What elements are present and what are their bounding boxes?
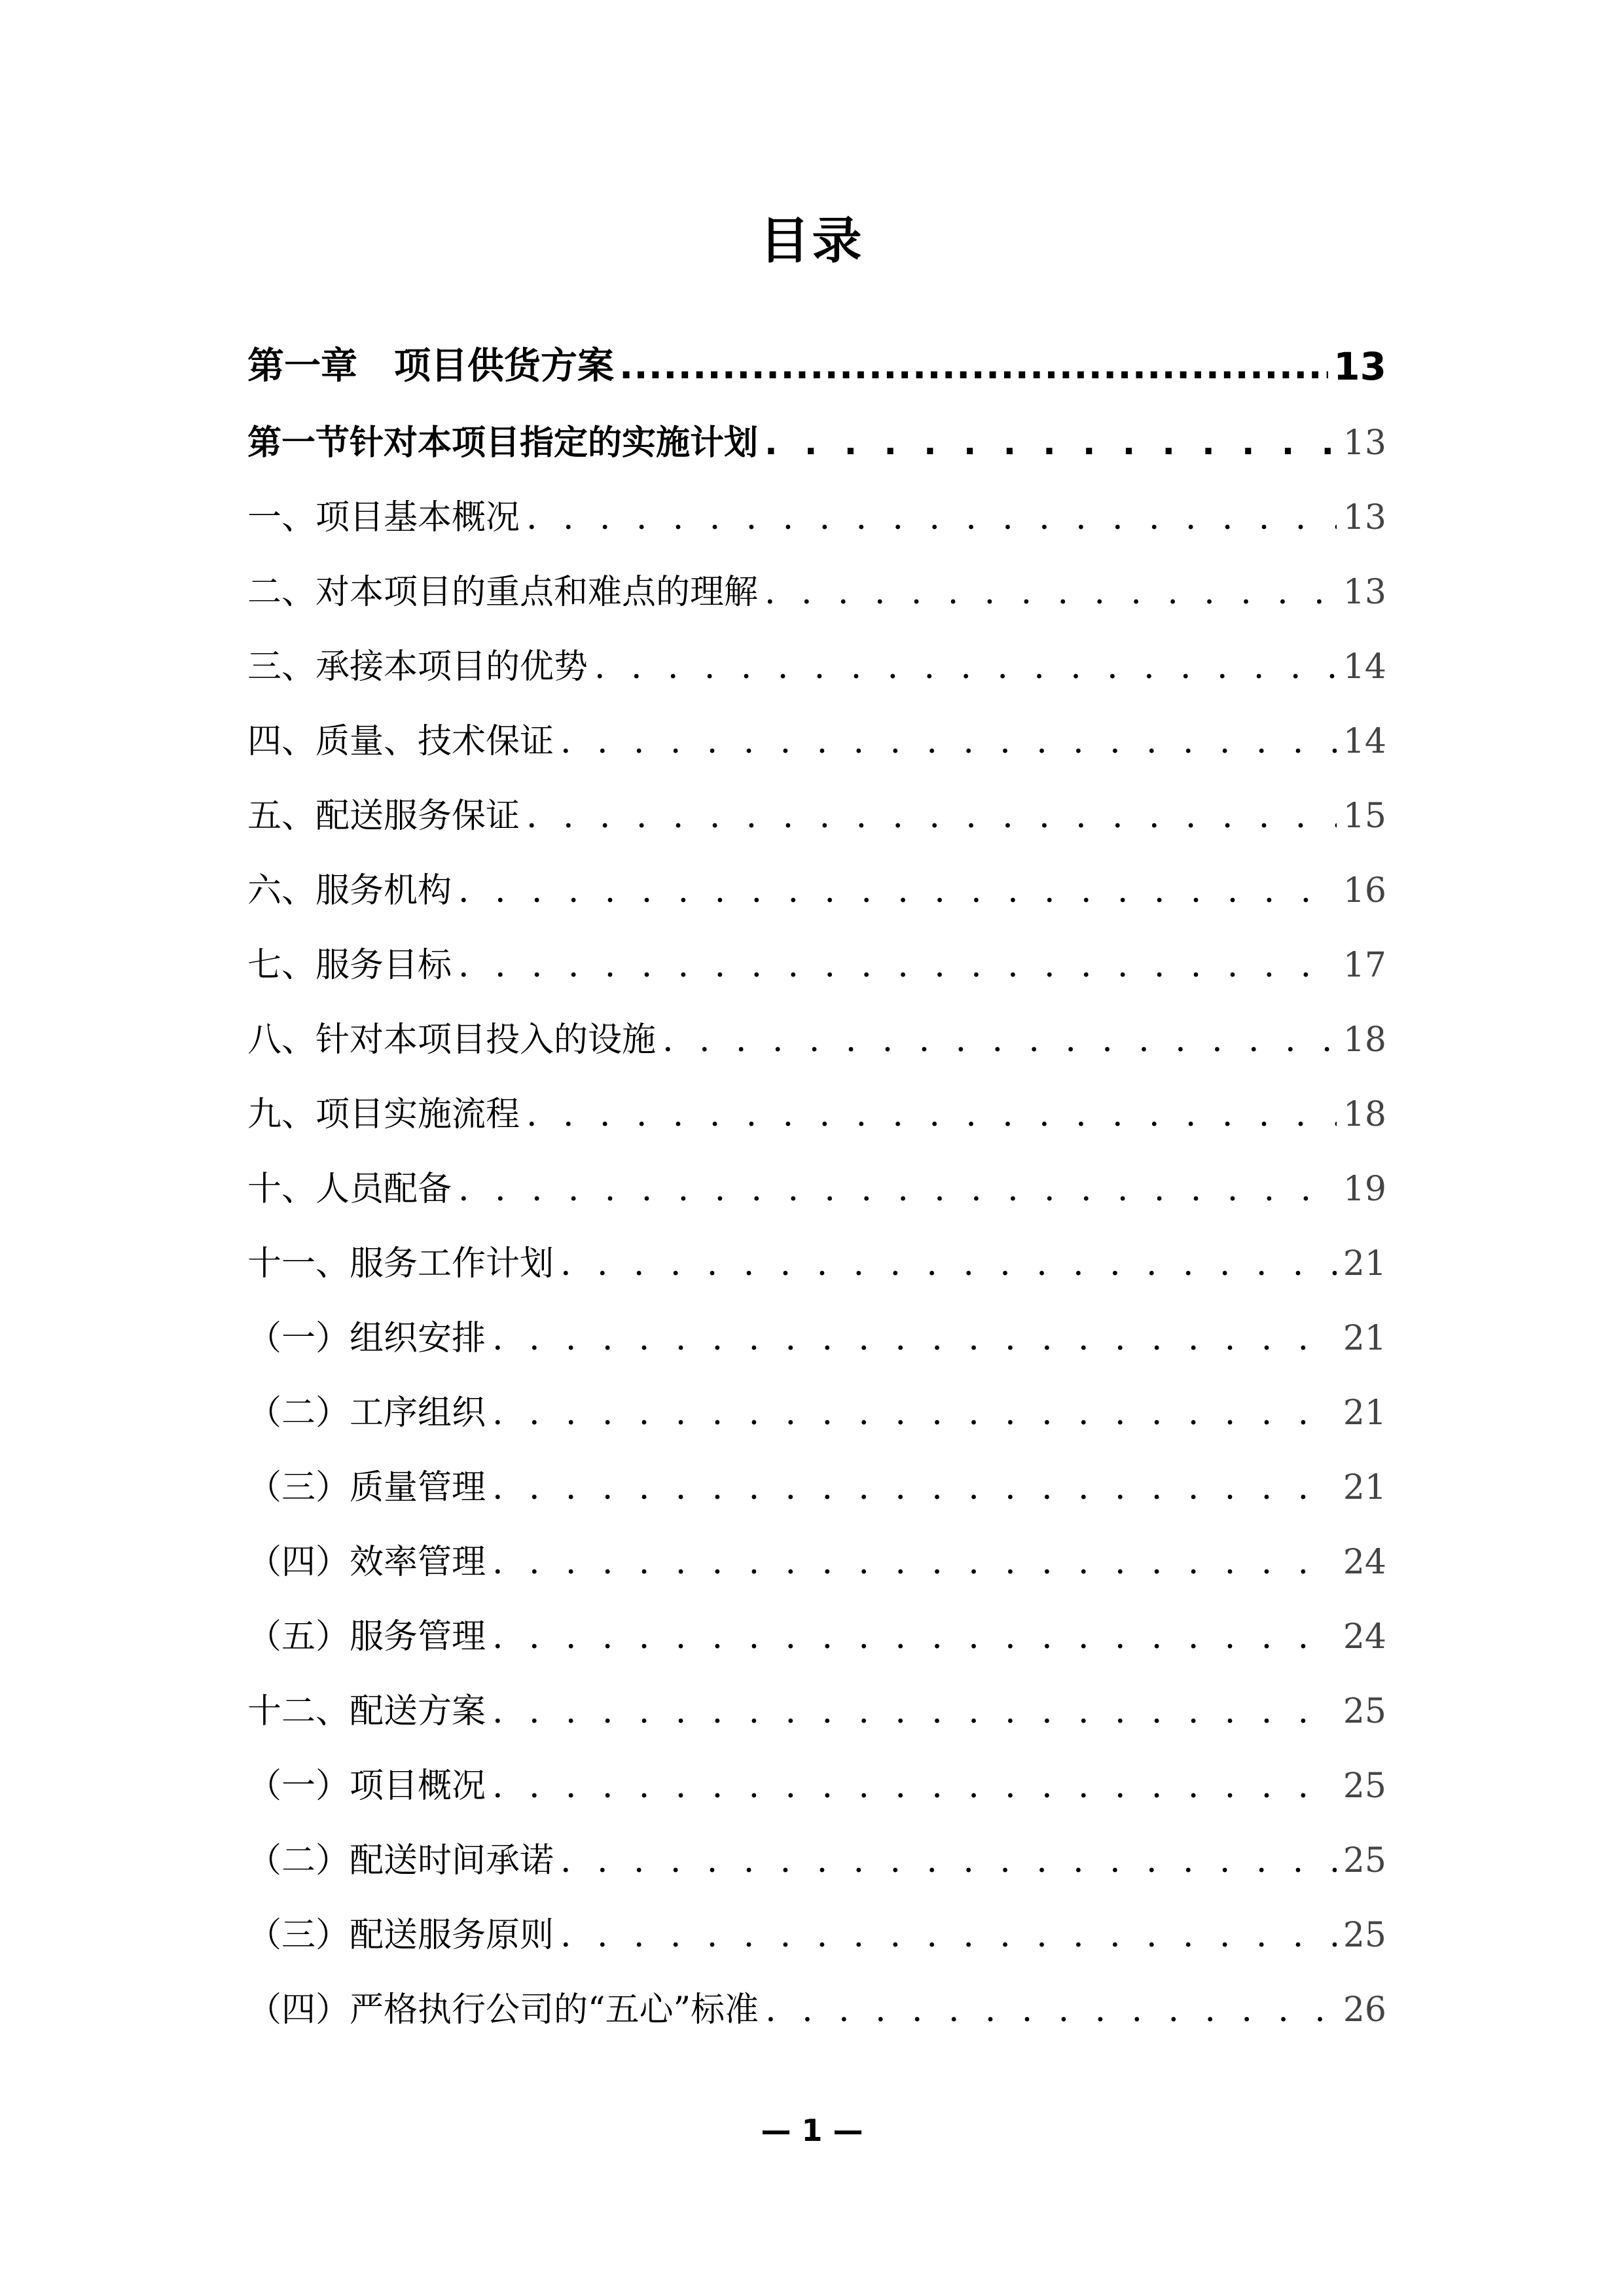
toc-item-entry[interactable] [247,1227,1386,1301]
toc-leader-dots [526,779,1337,853]
toc-entry-list [247,480,1386,2047]
toc-entry-label: 十二、配送方案 [247,1692,486,1731]
toc-entry-label: （四）效率管理 [247,1543,486,1582]
toc-entry-page: 18 [1343,1020,1386,1060]
toc-subitem-entry[interactable] [247,1823,1386,1898]
toc-entry-page: 18 [1343,1095,1386,1134]
toc-item-entry[interactable] [247,555,1386,630]
toc-entry-page: 17 [1343,946,1386,985]
toc-entry-label: 九、项目实施流程 [247,1095,520,1134]
toc-subitem-entry[interactable] [247,1376,1386,1450]
toc-entry-page: 24 [1343,1617,1386,1657]
toc-entry-page: 25 [1343,1841,1386,1880]
toc-entry-label: 三、承接本项目的优势 [247,647,588,687]
toc-entry-label: 八、针对本项目投入的设施 [247,1020,657,1060]
toc-leader-dots [560,1823,1337,1898]
toc-item-entry[interactable] [247,928,1386,1003]
toc-subitem-entry[interactable] [247,1973,1386,2047]
page-title: 目录 [759,211,865,270]
toc-entry-label: 十、人员配备 [247,1170,452,1209]
toc-subitem-entry[interactable] [247,1301,1386,1376]
toc-section-entry[interactable] [247,406,1386,480]
toc-entry-page: 25 [1343,1916,1386,1955]
toc-leader-dots [492,1525,1337,1600]
toc-entry-label: （二）工序组织 [247,1393,486,1433]
toc-entry-page: 25 [1343,1767,1386,1806]
toc-entry-label: 十一、服务工作计划 [247,1244,554,1283]
toc-section-page: 13 [1343,423,1386,463]
toc-leader-dots [560,1227,1337,1301]
toc-leader-dots [765,406,1337,480]
toc-entry-page: 14 [1343,647,1386,687]
toc-entry-page: 21 [1343,1468,1386,1507]
page-number-footer: — 1 — [761,2113,863,2148]
toc-leader-dots [492,1749,1337,1823]
toc-section-label: 第一节针对本项目指定的实施计划 [247,423,759,463]
toc-entry-label: （四）严格执行公司的“五心”标准 [247,1990,759,2030]
toc-entry-page: 24 [1343,1543,1386,1582]
toc-entry-page: 13 [1343,498,1386,537]
toc-leader-dots [526,1077,1337,1152]
toc-entry-label: 五、配送服务保证 [247,797,520,836]
toc-leader-dots [560,1898,1337,1973]
toc-item-entry[interactable] [247,1077,1386,1152]
toc-entry-page: 25 [1343,1692,1386,1731]
toc-leader-dots [492,1376,1337,1450]
toc-entry-page: 16 [1343,871,1386,910]
toc-entry-label: 六、服务机构 [247,871,452,910]
toc-chapter-label: 第一章 项目供货方案 [247,345,614,387]
toc-entry-page: 21 [1343,1393,1386,1433]
toc-subitem-entry[interactable] [247,1450,1386,1525]
toc-item-entry[interactable] [247,1674,1386,1749]
toc-entry-label: （一）组织安排 [247,1319,486,1358]
toc-item-entry[interactable] [247,704,1386,779]
toc-leader-dots [492,1301,1337,1376]
toc-entry-label: （三）配送服务原则 [247,1916,554,1955]
toc-leader-dots [492,1674,1337,1749]
toc-leader-dots [526,480,1337,555]
toc-entry-page: 21 [1343,1319,1386,1358]
toc-entry-page: 26 [1343,1990,1386,2030]
toc-entry-label: 二、对本项目的重点和难点的理解 [247,573,759,612]
toc-leader-dots [619,327,1328,406]
toc-entry-page: 15 [1343,797,1386,836]
toc-entry-page: 21 [1343,1244,1386,1283]
toc-item-entry[interactable] [247,630,1386,704]
toc-entry-label: （二）配送时间承诺 [247,1841,554,1880]
toc-item-entry[interactable] [247,1003,1386,1077]
toc-item-entry[interactable] [247,480,1386,555]
toc-entry-label: 一、项目基本概况 [247,498,520,537]
toc-leader-dots [594,630,1337,704]
toc-entry-label: （一）项目概况 [247,1767,486,1806]
toc-subitem-entry[interactable] [247,1600,1386,1674]
toc-entry-label: 七、服务目标 [247,946,452,985]
toc-entry-label: （五）服务管理 [247,1617,486,1657]
toc-leader-dots [765,555,1337,630]
toc-subitem-entry[interactable] [247,1749,1386,1823]
toc-entry-page: 19 [1343,1170,1386,1209]
toc-subitem-entry[interactable] [247,1525,1386,1600]
toc-subitem-entry[interactable] [247,1898,1386,1973]
toc-leader-dots [765,1973,1337,2047]
toc-leader-dots [492,1450,1337,1525]
toc-leader-dots [492,1600,1337,1674]
toc-leader-dots [662,1003,1337,1077]
toc-item-entry[interactable] [247,853,1386,928]
toc-leader-dots [458,1152,1337,1227]
toc-entry-page: 13 [1343,573,1386,612]
toc-chapter-entry[interactable] [247,327,1386,406]
toc-entry-label: 四、质量、技术保证 [247,722,554,761]
toc-entry-page: 14 [1343,722,1386,761]
table-of-contents [247,327,1386,2047]
toc-leader-dots [560,704,1337,779]
toc-leader-dots [458,853,1337,928]
toc-item-entry[interactable] [247,779,1386,853]
toc-leader-dots [458,928,1337,1003]
toc-entry-label: （三）质量管理 [247,1468,486,1507]
toc-item-entry[interactable] [247,1152,1386,1227]
toc-chapter-page: 13 [1333,344,1386,389]
